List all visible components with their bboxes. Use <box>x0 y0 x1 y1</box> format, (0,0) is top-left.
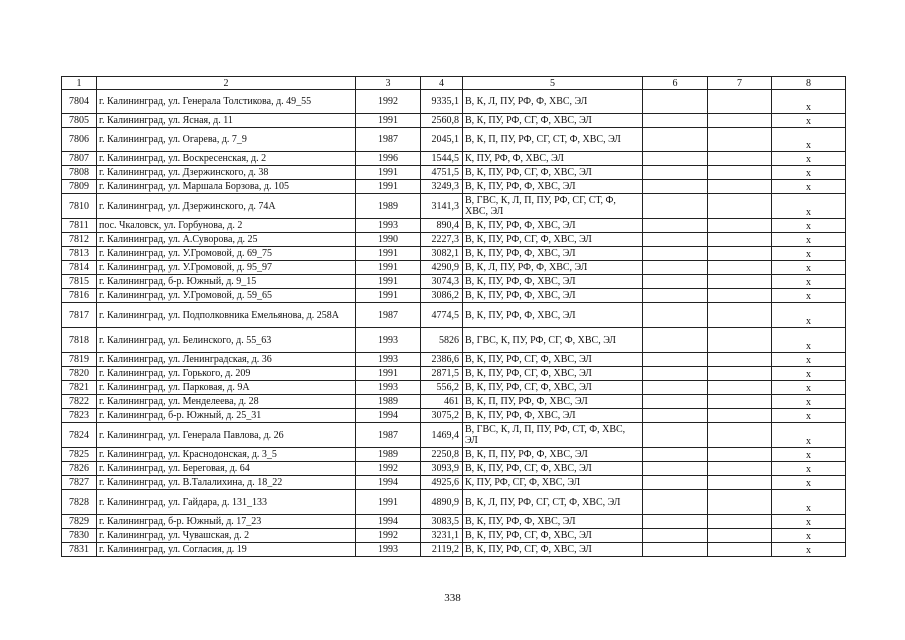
cell-area: 2250,8 <box>421 448 463 462</box>
table-row <box>62 152 846 166</box>
cell-col7 <box>708 275 772 289</box>
cell-col7 <box>708 90 772 114</box>
cell-col7 <box>708 261 772 275</box>
cell-systems: В, К, Л, ПУ, РФ, СГ, СТ, Ф, ХВС, ЭЛ <box>463 490 643 515</box>
cell-year: 1991 <box>356 166 421 180</box>
cell-area: 4751,5 <box>421 166 463 180</box>
cell-area: 2386,6 <box>421 353 463 367</box>
cell-col6 <box>643 409 708 423</box>
cell-address: г. Калининград, ул. Горького, д. 209 <box>97 367 356 381</box>
cell-col7 <box>708 462 772 476</box>
cell-address: г. Калининград, ул. Дзержинского, д. 38 <box>97 166 356 180</box>
cell-mark: х <box>772 152 846 166</box>
cell-area: 890,4 <box>421 219 463 233</box>
cell-systems: В, К, П, ПУ, РФ, СГ, СТ, Ф, ХВС, ЭЛ <box>463 128 643 152</box>
cell-year: 1989 <box>356 194 421 219</box>
cell-systems: В, К, ПУ, РФ, СГ, Ф, ХВС, ЭЛ <box>463 166 643 180</box>
table-row <box>62 219 846 233</box>
cell-number: 7808 <box>62 166 97 180</box>
cell-mark: х <box>772 515 846 529</box>
cell-col7 <box>708 515 772 529</box>
table-row <box>62 275 846 289</box>
cell-systems: В, ГВС, К, ПУ, РФ, СГ, Ф, ХВС, ЭЛ <box>463 328 643 353</box>
cell-address: г. Калининград, ул. Краснодонская, д. 3_5 <box>97 448 356 462</box>
table-row <box>62 128 846 152</box>
cell-mark: х <box>772 353 846 367</box>
cell-year: 1987 <box>356 303 421 328</box>
cell-number: 7827 <box>62 476 97 490</box>
table-row <box>62 194 846 219</box>
cell-area: 2045,1 <box>421 128 463 152</box>
cell-col7 <box>708 247 772 261</box>
header-cell-2: 2 <box>97 77 356 90</box>
table-row <box>62 166 846 180</box>
cell-mark: х <box>772 219 846 233</box>
cell-col7 <box>708 353 772 367</box>
cell-col6 <box>643 128 708 152</box>
table-row <box>62 289 846 303</box>
cell-number: 7804 <box>62 90 97 114</box>
cell-mark: х <box>772 166 846 180</box>
cell-mark: х <box>772 367 846 381</box>
cell-address: г. Калининград, ул. Дзержинского, д. 74А <box>97 194 356 219</box>
cell-year: 1992 <box>356 529 421 543</box>
cell-address: г. Калининград, ул. Чувашская, д. 2 <box>97 529 356 543</box>
table-row <box>62 233 846 247</box>
cell-area: 5826 <box>421 328 463 353</box>
cell-area: 3074,3 <box>421 275 463 289</box>
cell-col7 <box>708 490 772 515</box>
cell-address: г. Калининград, ул. Гайдара, д. 131_133 <box>97 490 356 515</box>
cell-area: 3083,5 <box>421 515 463 529</box>
header-row <box>62 77 846 90</box>
cell-number: 7817 <box>62 303 97 328</box>
cell-year: 1994 <box>356 476 421 490</box>
cell-year: 1996 <box>356 152 421 166</box>
cell-systems: В, К, ПУ, РФ, Ф, ХВС, ЭЛ <box>463 180 643 194</box>
cell-col7 <box>708 448 772 462</box>
cell-area: 1469,4 <box>421 423 463 448</box>
cell-col6 <box>643 303 708 328</box>
cell-mark: х <box>772 275 846 289</box>
cell-mark: х <box>772 476 846 490</box>
header-cell-7: 7 <box>708 77 772 90</box>
cell-area: 2227,3 <box>421 233 463 247</box>
cell-col6 <box>643 515 708 529</box>
cell-address: г. Калининград, ул. Маршала Борзова, д. 105 <box>97 180 356 194</box>
cell-col6 <box>643 166 708 180</box>
cell-col7 <box>708 423 772 448</box>
cell-systems: В, К, ПУ, РФ, Ф, ХВС, ЭЛ <box>463 303 643 328</box>
registry-sheet <box>61 76 845 557</box>
table-body <box>62 77 846 557</box>
cell-col6 <box>643 543 708 557</box>
cell-address: г. Калининград, ул. В.Талалихина, д. 18_22 <box>97 476 356 490</box>
cell-col7 <box>708 180 772 194</box>
cell-address: г. Калининград, ул. Береговая, д. 64 <box>97 462 356 476</box>
cell-col6 <box>643 152 708 166</box>
cell-area: 2119,2 <box>421 543 463 557</box>
cell-area: 2871,5 <box>421 367 463 381</box>
cell-number: 7821 <box>62 381 97 395</box>
cell-area: 3231,1 <box>421 529 463 543</box>
cell-col6 <box>643 289 708 303</box>
cell-col6 <box>643 114 708 128</box>
cell-mark: х <box>772 543 846 557</box>
cell-address: пос. Чкаловск, ул. Горбунова, д. 2 <box>97 219 356 233</box>
table-row <box>62 423 846 448</box>
cell-systems: В, К, ПУ, РФ, СГ, Ф, ХВС, ЭЛ <box>463 233 643 247</box>
page-number: 338 <box>444 592 461 604</box>
cell-mark: х <box>772 180 846 194</box>
header-cell-5: 5 <box>463 77 643 90</box>
cell-systems: В, ГВС, К, Л, П, ПУ, РФ, СГ, СТ, Ф, ХВС, ЭЛ <box>463 194 643 219</box>
cell-col7 <box>708 303 772 328</box>
table-row <box>62 367 846 381</box>
header-cell-4: 4 <box>421 77 463 90</box>
cell-systems: В, К, ПУ, РФ, Ф, ХВС, ЭЛ <box>463 515 643 529</box>
cell-year: 1991 <box>356 247 421 261</box>
cell-year: 1993 <box>356 353 421 367</box>
table-row <box>62 409 846 423</box>
cell-area: 4890,9 <box>421 490 463 515</box>
table-row <box>62 328 846 353</box>
header-cell-1: 1 <box>62 77 97 90</box>
cell-number: 7805 <box>62 114 97 128</box>
cell-year: 1989 <box>356 395 421 409</box>
cell-systems: В, К, ПУ, РФ, СГ, Ф, ХВС, ЭЛ <box>463 381 643 395</box>
cell-col6 <box>643 328 708 353</box>
cell-year: 1992 <box>356 90 421 114</box>
table-row <box>62 381 846 395</box>
cell-address: г. Калининград, ул. Ленинградская, д. 36 <box>97 353 356 367</box>
cell-col6 <box>643 367 708 381</box>
cell-col7 <box>708 152 772 166</box>
cell-col6 <box>643 194 708 219</box>
cell-address: г. Калининград, ул. Ясная, д. 11 <box>97 114 356 128</box>
cell-area: 3093,9 <box>421 462 463 476</box>
cell-year: 1993 <box>356 328 421 353</box>
cell-area: 2560,8 <box>421 114 463 128</box>
cell-area: 461 <box>421 395 463 409</box>
cell-systems: В, К, ПУ, РФ, Ф, ХВС, ЭЛ <box>463 275 643 289</box>
cell-area: 9335,1 <box>421 90 463 114</box>
cell-number: 7818 <box>62 328 97 353</box>
table-row <box>62 261 846 275</box>
cell-area: 4774,5 <box>421 303 463 328</box>
cell-number: 7815 <box>62 275 97 289</box>
cell-year: 1990 <box>356 233 421 247</box>
cell-year: 1991 <box>356 289 421 303</box>
cell-col6 <box>643 247 708 261</box>
cell-mark: х <box>772 247 846 261</box>
cell-col6 <box>643 233 708 247</box>
cell-mark: х <box>772 423 846 448</box>
table-row <box>62 543 846 557</box>
cell-year: 1991 <box>356 490 421 515</box>
cell-col7 <box>708 233 772 247</box>
cell-number: 7816 <box>62 289 97 303</box>
cell-col6 <box>643 395 708 409</box>
cell-address: г. Калининград, ул. Генерала Толстикова, д. 49_55 <box>97 90 356 114</box>
cell-col7 <box>708 114 772 128</box>
cell-year: 1992 <box>356 462 421 476</box>
cell-mark: х <box>772 409 846 423</box>
cell-address: г. Калининград, ул. У.Громовой, д. 59_65 <box>97 289 356 303</box>
cell-address: г. Калининград, б-р. Южный, д. 17_23 <box>97 515 356 529</box>
cell-number: 7831 <box>62 543 97 557</box>
cell-mark: х <box>772 90 846 114</box>
cell-col6 <box>643 448 708 462</box>
cell-number: 7824 <box>62 423 97 448</box>
cell-area: 3249,3 <box>421 180 463 194</box>
cell-year: 1994 <box>356 515 421 529</box>
cell-col6 <box>643 261 708 275</box>
cell-mark: х <box>772 395 846 409</box>
cell-number: 7823 <box>62 409 97 423</box>
cell-year: 1993 <box>356 543 421 557</box>
cell-col7 <box>708 543 772 557</box>
cell-col7 <box>708 194 772 219</box>
cell-col7 <box>708 166 772 180</box>
cell-number: 7811 <box>62 219 97 233</box>
table-row <box>62 90 846 114</box>
table-row <box>62 529 846 543</box>
cell-systems: В, К, ПУ, РФ, СГ, Ф, ХВС, ЭЛ <box>463 543 643 557</box>
cell-mark: х <box>772 462 846 476</box>
cell-number: 7820 <box>62 367 97 381</box>
cell-systems: В, К, ПУ, РФ, Ф, ХВС, ЭЛ <box>463 409 643 423</box>
table-row <box>62 515 846 529</box>
cell-number: 7806 <box>62 128 97 152</box>
cell-area: 3141,3 <box>421 194 463 219</box>
cell-systems: К, ПУ, РФ, СГ, Ф, ХВС, ЭЛ <box>463 476 643 490</box>
cell-number: 7814 <box>62 261 97 275</box>
cell-address: г. Калининград, ул. Генерала Павлова, д. 26 <box>97 423 356 448</box>
table-row <box>62 180 846 194</box>
cell-col7 <box>708 219 772 233</box>
table-row <box>62 490 846 515</box>
cell-col7 <box>708 289 772 303</box>
cell-col6 <box>643 353 708 367</box>
table-row <box>62 462 846 476</box>
cell-systems: В, К, ПУ, РФ, СГ, Ф, ХВС, ЭЛ <box>463 353 643 367</box>
cell-mark: х <box>772 194 846 219</box>
cell-col6 <box>643 462 708 476</box>
cell-address: г. Калининград, ул. Парковая, д. 9А <box>97 381 356 395</box>
cell-mark: х <box>772 289 846 303</box>
cell-mark: х <box>772 114 846 128</box>
cell-col7 <box>708 367 772 381</box>
cell-col7 <box>708 328 772 353</box>
cell-address: г. Калининград, ул. Менделеева, д. 28 <box>97 395 356 409</box>
cell-address: г. Калининград, б-р. Южный, д. 25_31 <box>97 409 356 423</box>
cell-col7 <box>708 476 772 490</box>
cell-number: 7807 <box>62 152 97 166</box>
cell-address: г. Калининград, ул. Воскресенская, д. 2 <box>97 152 356 166</box>
cell-number: 7810 <box>62 194 97 219</box>
cell-col6 <box>643 423 708 448</box>
cell-number: 7829 <box>62 515 97 529</box>
cell-number: 7825 <box>62 448 97 462</box>
cell-col6 <box>643 180 708 194</box>
cell-mark: х <box>772 381 846 395</box>
cell-year: 1991 <box>356 180 421 194</box>
cell-year: 1989 <box>356 448 421 462</box>
cell-number: 7812 <box>62 233 97 247</box>
cell-year: 1991 <box>356 114 421 128</box>
cell-systems: В, К, П, ПУ, РФ, Ф, ХВС, ЭЛ <box>463 448 643 462</box>
cell-area: 3082,1 <box>421 247 463 261</box>
cell-col7 <box>708 409 772 423</box>
cell-address: г. Калининград, ул. У.Громовой, д. 69_75 <box>97 247 356 261</box>
cell-col7 <box>708 381 772 395</box>
cell-mark: х <box>772 128 846 152</box>
cell-systems: В, К, ПУ, РФ, СГ, Ф, ХВС, ЭЛ <box>463 114 643 128</box>
cell-area: 3075,2 <box>421 409 463 423</box>
cell-col6 <box>643 490 708 515</box>
cell-year: 1987 <box>356 423 421 448</box>
cell-address: г. Калининград, ул. Подполковника Емельянова, д. 258А <box>97 303 356 328</box>
cell-address: г. Калининград, б-р. Южный, д. 9_15 <box>97 275 356 289</box>
cell-year: 1993 <box>356 219 421 233</box>
table-row <box>62 247 846 261</box>
cell-systems: В, К, ПУ, РФ, СГ, Ф, ХВС, ЭЛ <box>463 529 643 543</box>
cell-year: 1991 <box>356 261 421 275</box>
header-cell-8: 8 <box>772 77 846 90</box>
cell-area: 1544,5 <box>421 152 463 166</box>
cell-systems: В, ГВС, К, Л, П, ПУ, РФ, СТ, Ф, ХВС, ЭЛ <box>463 423 643 448</box>
cell-systems: В, К, ПУ, РФ, Ф, ХВС, ЭЛ <box>463 219 643 233</box>
cell-number: 7822 <box>62 395 97 409</box>
cell-systems: К, ПУ, РФ, Ф, ХВС, ЭЛ <box>463 152 643 166</box>
cell-year: 1991 <box>356 275 421 289</box>
cell-col7 <box>708 529 772 543</box>
cell-col6 <box>643 381 708 395</box>
housing-registry-table <box>61 76 846 557</box>
cell-year: 1987 <box>356 128 421 152</box>
cell-number: 7813 <box>62 247 97 261</box>
cell-mark: х <box>772 448 846 462</box>
table-row <box>62 448 846 462</box>
cell-mark: х <box>772 328 846 353</box>
cell-mark: х <box>772 261 846 275</box>
table-row <box>62 303 846 328</box>
cell-year: 1991 <box>356 367 421 381</box>
cell-systems: В, К, П, ПУ, РФ, Ф, ХВС, ЭЛ <box>463 395 643 409</box>
cell-number: 7830 <box>62 529 97 543</box>
cell-address: г. Калининград, ул. Белинского, д. 55_63 <box>97 328 356 353</box>
table-row <box>62 114 846 128</box>
cell-number: 7828 <box>62 490 97 515</box>
cell-address: г. Калининград, ул. Согласия, д. 19 <box>97 543 356 557</box>
cell-address: г. Калининград, ул. У.Громовой, д. 95_97 <box>97 261 356 275</box>
cell-year: 1993 <box>356 381 421 395</box>
cell-col6 <box>643 275 708 289</box>
cell-col7 <box>708 128 772 152</box>
cell-systems: В, К, ПУ, РФ, Ф, ХВС, ЭЛ <box>463 247 643 261</box>
cell-systems: В, К, ПУ, РФ, СГ, Ф, ХВС, ЭЛ <box>463 462 643 476</box>
table-row <box>62 476 846 490</box>
cell-col7 <box>708 395 772 409</box>
header-cell-6: 6 <box>643 77 708 90</box>
cell-systems: В, К, ПУ, РФ, Ф, ХВС, ЭЛ <box>463 289 643 303</box>
cell-area: 4290,9 <box>421 261 463 275</box>
cell-systems: В, К, Л, ПУ, РФ, Ф, ХВС, ЭЛ <box>463 261 643 275</box>
cell-systems: В, К, Л, ПУ, РФ, Ф, ХВС, ЭЛ <box>463 90 643 114</box>
cell-area: 556,2 <box>421 381 463 395</box>
cell-mark: х <box>772 529 846 543</box>
cell-number: 7819 <box>62 353 97 367</box>
cell-col6 <box>643 90 708 114</box>
header-cell-3: 3 <box>356 77 421 90</box>
cell-address: г. Калининград, ул. Огарева, д. 7_9 <box>97 128 356 152</box>
cell-systems: В, К, ПУ, РФ, СГ, Ф, ХВС, ЭЛ <box>463 367 643 381</box>
cell-col6 <box>643 219 708 233</box>
cell-address: г. Калининград, ул. А.Суворова, д. 25 <box>97 233 356 247</box>
cell-mark: х <box>772 303 846 328</box>
cell-mark: х <box>772 490 846 515</box>
cell-area: 3086,2 <box>421 289 463 303</box>
table-row <box>62 353 846 367</box>
table-row <box>62 395 846 409</box>
cell-col6 <box>643 476 708 490</box>
cell-area: 4925,6 <box>421 476 463 490</box>
cell-mark: х <box>772 233 846 247</box>
cell-number: 7826 <box>62 462 97 476</box>
cell-year: 1994 <box>356 409 421 423</box>
cell-col6 <box>643 529 708 543</box>
cell-number: 7809 <box>62 180 97 194</box>
